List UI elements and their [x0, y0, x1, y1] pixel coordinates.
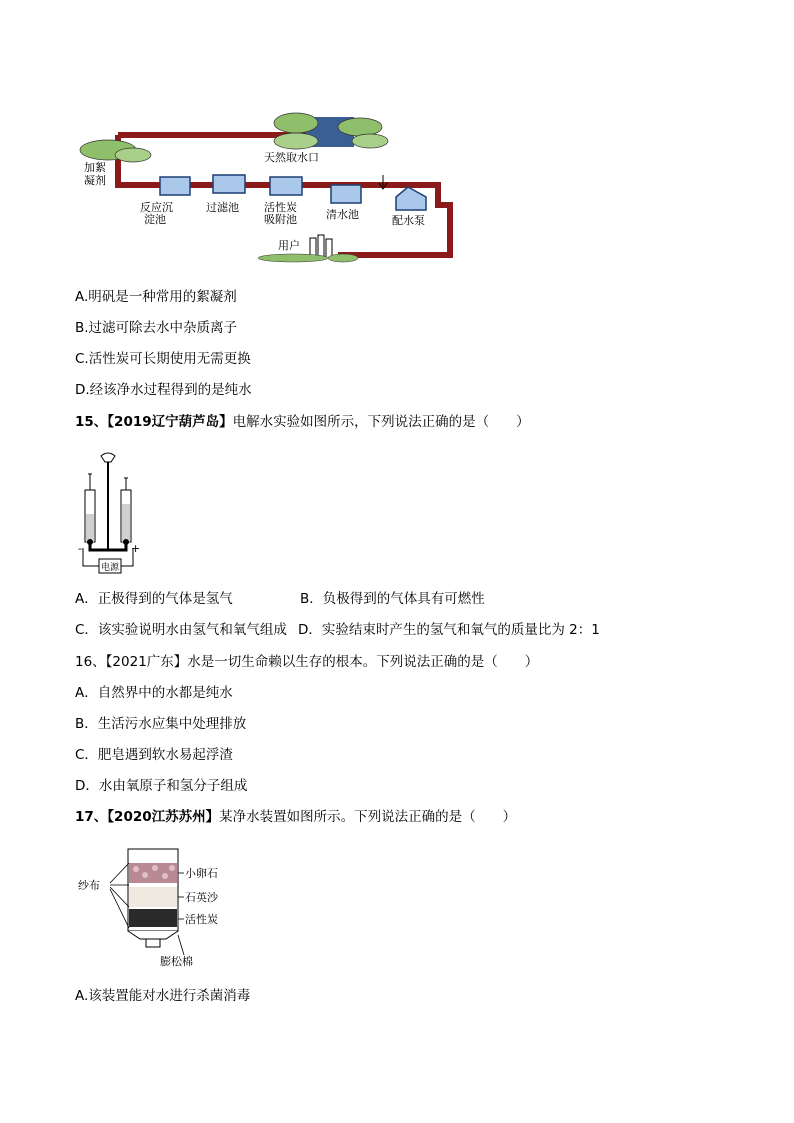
hill — [352, 134, 388, 148]
q17-stem — [75, 808, 516, 826]
q14-option-d: D.经该净水过程得到的是纯水 — [75, 382, 252, 398]
user-buildings — [258, 235, 358, 262]
clear-water-tank — [331, 185, 361, 203]
q16-option-d: D．水由氧原子和氢分子组成 — [75, 778, 248, 794]
q16-stem: 16、【2021广东】水是一切生命赖以生存的根本。下列说法正确的是（ ） — [75, 654, 539, 670]
q17-option-a: A.该装置能对水进行杀菌消毒 — [75, 988, 251, 1004]
q15-option-d: D．实验结束时产生的氢气和氧气的质量比为 2：1 — [298, 622, 600, 638]
label-gauze: 纱布 — [78, 879, 100, 892]
q17-source: 【2020江苏苏州】 — [107, 809, 220, 825]
label-cotton: 膨松棉 — [160, 955, 193, 968]
hill — [115, 148, 151, 162]
label-clear-water: 清水池 — [326, 208, 359, 221]
label-carbon-2: 吸附池 — [264, 213, 297, 226]
label-coagulant-2: 凝剂 — [84, 174, 106, 187]
label-filter: 过滤池 — [206, 201, 239, 214]
q17-number: 17、 — [75, 809, 108, 825]
q15-option-a: A．正极得到的气体是氢气 — [75, 591, 233, 607]
q16-option-b: B．生活污水应集中处理排放 — [75, 716, 247, 732]
label-sedimentation-1: 反应沉 — [140, 201, 173, 214]
plus-sign: + — [131, 542, 141, 555]
label-coagulant-1: 加絮 — [84, 161, 106, 174]
filter-tank — [213, 175, 245, 193]
pump-house — [396, 187, 426, 210]
q15-source: 【2019辽宁葫芦岛】 — [107, 414, 233, 430]
water-filter-diagram — [78, 843, 248, 968]
q15-number: 15、 — [75, 414, 108, 430]
label-source: 天然取水口 — [264, 151, 319, 164]
minus-sign: - — [78, 542, 82, 555]
label-sand: 石英沙 — [185, 891, 218, 904]
hill — [338, 118, 382, 136]
label-sedimentation-2: 淀池 — [144, 213, 166, 226]
q15-stem-text: 电解水实验如图所示，下列说法正确的是（ ） — [232, 414, 530, 430]
q14-option-c: C.活性炭可长期使用无需更换 — [75, 351, 251, 367]
label-carbon-1: 活性炭 — [264, 201, 297, 214]
label-pebbles: 小卵石 — [185, 867, 218, 880]
q16-option-c: C．肥皂遇到软水易起浮渣 — [75, 747, 233, 763]
sand-layer — [129, 887, 177, 907]
q16-option-a: A．自然界中的水都是纯水 — [75, 685, 233, 701]
label-user: 用户 — [278, 239, 300, 252]
q17-stem-text: 某净水装置如图所示。下列说法正确的是（ ） — [219, 809, 517, 825]
sedimentation-tank — [160, 177, 190, 195]
reservoir-funnel — [101, 453, 115, 462]
water-treatment-diagram — [78, 105, 458, 265]
q15-option-c: C．该实验说明水由氢气和氧气组成 — [75, 622, 287, 638]
carbon-tank — [270, 177, 302, 195]
q15-option-b: B．负极得到的气体具有可燃性 — [300, 591, 485, 607]
electrolysis-diagram — [78, 448, 158, 578]
power-label: 电源 — [101, 563, 120, 573]
q15-stem — [75, 413, 530, 431]
label-carbon: 活性炭 — [185, 913, 218, 926]
carbon-layer — [129, 909, 177, 927]
hill — [274, 133, 318, 149]
q14-option-a: A.明矾是一种常用的絮凝剂 — [75, 289, 237, 305]
label-pump: 配水泵 — [392, 214, 425, 227]
q14-option-b: B.过滤可除去水中杂质离子 — [75, 320, 238, 336]
hill — [274, 113, 318, 133]
